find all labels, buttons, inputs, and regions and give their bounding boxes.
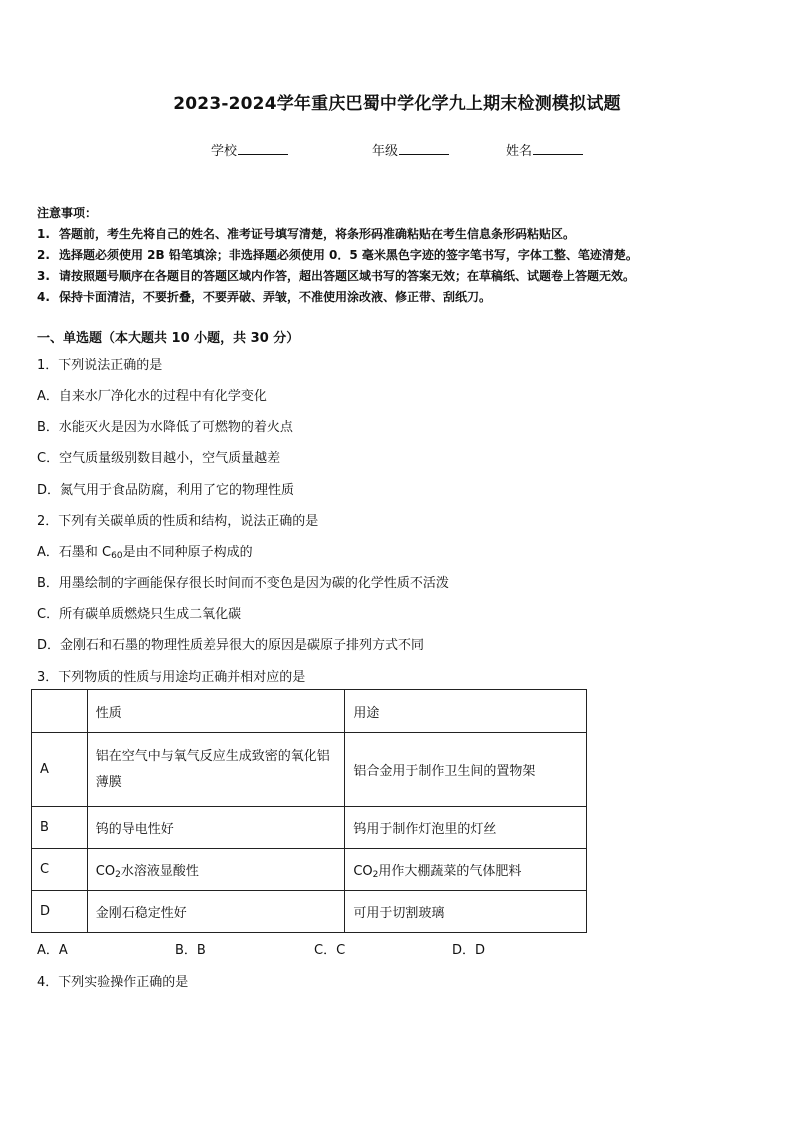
table-header-property: 性质 — [87, 690, 345, 733]
question-3-options — [37, 939, 637, 959]
notice-item-text: 请按照题号顺序在各题目的答题区域内作答，超出答题区域书写的答案无效；在草稿纸、试题卷上答题无效。 — [59, 269, 636, 283]
notice-item-text: 保持卡面清洁，不要折叠，不要弄破、弄皱，不准使用涂改液、修正带、刮纸刀。 — [59, 290, 492, 304]
question-1-option-a[interactable]: A．自来水厂净化水的过程中有化学变化 — [37, 389, 267, 404]
notice-item-number: 4. — [37, 290, 50, 304]
row-use: 铝合金用于制作卫生间的置物架 — [345, 733, 587, 807]
table-header-row — [32, 690, 587, 733]
name-field — [506, 140, 583, 159]
notice-item-number: 3. — [37, 269, 50, 283]
name-blank[interactable] — [533, 141, 583, 155]
row-property: 铝在空气中与氧气反应生成致密的氧化铝薄膜 — [87, 733, 345, 807]
co2-subscript: 2 — [115, 870, 121, 880]
question-3-option-b[interactable]: B．B — [175, 943, 206, 958]
notice-heading: 注意事项： — [37, 206, 98, 220]
notice-item-text: 答题前，考生先将自己的姓名、准考证号填写清楚，将条形码准确粘贴在考生信息条形码粘贴区。 — [59, 227, 576, 241]
question-3-option-d[interactable]: D．D — [452, 943, 486, 958]
question-2-option-a[interactable] — [37, 541, 253, 560]
row-property — [87, 849, 345, 891]
notice-item-number: 2. — [37, 248, 50, 262]
question-4-stem: 4．下列实验操作正确的是 — [37, 975, 189, 990]
c60-subscript: 60 — [111, 551, 123, 561]
row-property: 金刚石稳定性好 — [87, 891, 345, 933]
question-3-option-c[interactable]: C．C — [314, 943, 346, 958]
table-row — [32, 891, 587, 933]
option-a-text-end: 是由不同种原子构成的 — [122, 545, 253, 560]
use-text: 用作大棚蔬菜的气体肥料 — [378, 864, 522, 879]
grade-label: 年级 — [372, 144, 399, 159]
table-row — [32, 849, 587, 891]
page-title: 2023-2024学年重庆巴蜀中学化学九上期末检测模拟试题 — [173, 94, 621, 114]
grade-blank[interactable] — [399, 141, 449, 155]
school-label: 学校 — [211, 144, 238, 159]
row-use: 可用于切割玻璃 — [345, 891, 587, 933]
table-row — [32, 807, 587, 849]
co2-text: CO — [95, 864, 116, 879]
question-2-option-c[interactable]: C．所有碳单质燃烧只生成二氧化碳 — [37, 607, 242, 622]
notice-item — [37, 224, 757, 245]
co2-text: CO — [353, 864, 373, 879]
question-2-option-b[interactable]: B．用墨绘制的字画能保存很长时间而不变色是因为碳的化学性质不活泼 — [37, 576, 449, 591]
question-2-option-d[interactable]: D．金刚石和石墨的物理性质差异很大的原因是碳原子排列方式不同 — [37, 638, 425, 653]
notice-block — [37, 203, 757, 308]
section-heading: 一、单选题（本大题共 10 小题，共 30 分） — [37, 331, 300, 346]
notice-item-number: 1. — [37, 227, 50, 241]
table-row — [32, 733, 587, 807]
notice-item — [37, 287, 757, 308]
question-1-stem: 1．下列说法正确的是 — [37, 358, 163, 373]
row-property: 钨的导电性好 — [87, 807, 345, 849]
row-use: 钨用于制作灯泡里的灯丝 — [345, 807, 587, 849]
grade-field — [372, 140, 449, 159]
question-3-option-a[interactable]: A．A — [37, 943, 68, 958]
row-key: D — [32, 891, 88, 933]
notice-item — [37, 245, 757, 266]
question-2-stem: 2．下列有关碳单质的性质和结构，说法正确的是 — [37, 514, 319, 529]
option-a-text-start: A．石墨和 C — [37, 545, 112, 560]
question-3-stem: 3．下列物质的性质与用途均正确并相对应的是 — [37, 670, 306, 685]
school-field — [211, 140, 288, 159]
question-1-option-d[interactable]: D．氮气用于食品防腐，利用了它的物理性质 — [37, 483, 295, 498]
school-blank[interactable] — [238, 141, 288, 155]
notice-item — [37, 266, 757, 287]
table-header-use: 用途 — [345, 690, 587, 733]
row-key: B — [32, 807, 88, 849]
table-header-cell-empty — [32, 690, 88, 733]
question-1-option-b[interactable]: B．水能灭火是因为水降低了可燃物的着火点 — [37, 420, 293, 435]
notice-item-text: 选择题必须使用 2B 铅笔填涂；非选择题必须使用 0．5 毫米黑色字迹的签字笔书写，字体工整、笔迹清楚。 — [59, 248, 638, 262]
question-3-table — [31, 689, 587, 933]
property-text: 水溶液显酸性 — [120, 864, 199, 879]
question-1-option-c[interactable]: C．空气质量级别数目越小，空气质量越差 — [37, 451, 281, 466]
row-use — [345, 849, 587, 891]
row-key: C — [32, 849, 88, 891]
row-key: A — [32, 733, 88, 807]
co2-subscript: 2 — [372, 870, 379, 880]
name-label: 姓名 — [506, 144, 533, 159]
